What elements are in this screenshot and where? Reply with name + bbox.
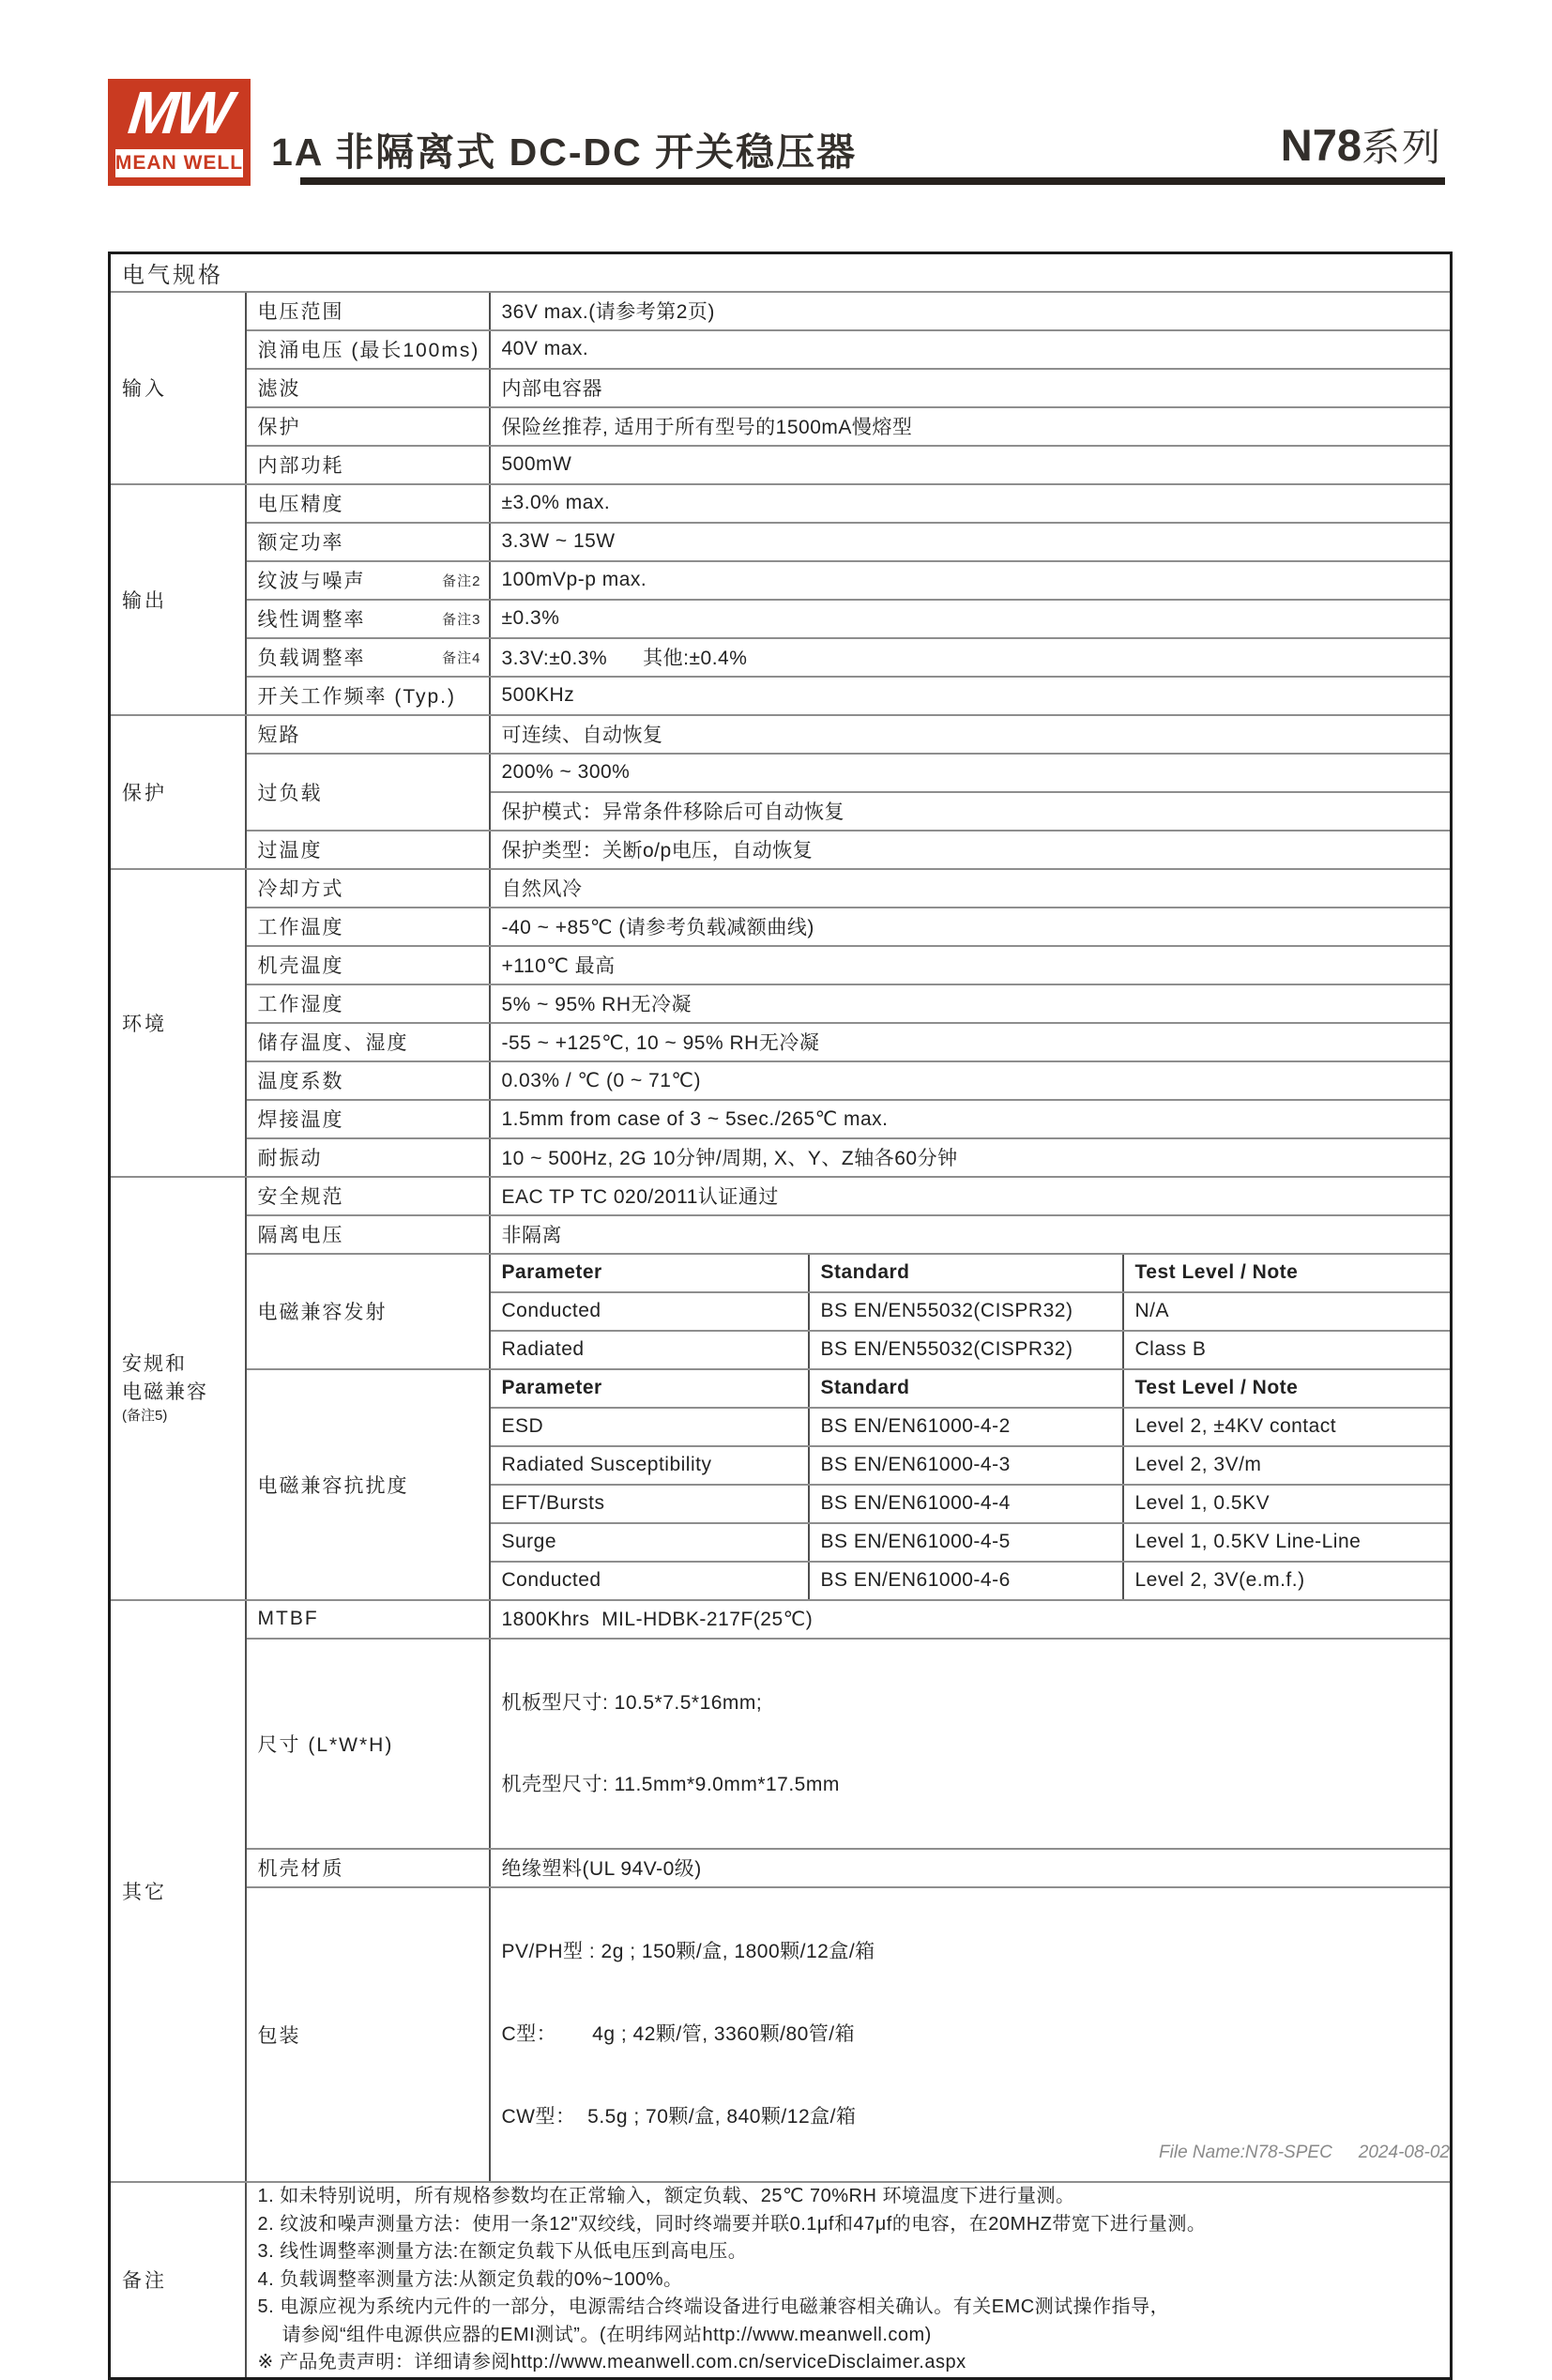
param-footnote: 备注2 bbox=[442, 573, 481, 589]
param-cell: 隔离电压 bbox=[246, 1215, 490, 1254]
value-cell bbox=[490, 1887, 1452, 2182]
emc-header-testlevel: Test Level / Note bbox=[1123, 1369, 1452, 1408]
safety-label-line2: 电磁兼容 bbox=[122, 1381, 208, 1403]
param-cell: 电压范围 bbox=[246, 292, 490, 330]
notes-cell bbox=[246, 2182, 1452, 2379]
emc-cell: Surge bbox=[490, 1523, 809, 1562]
logo-brand-band bbox=[115, 149, 243, 177]
param-label: 负载调整率 bbox=[257, 648, 366, 669]
param-cell: 过负载 bbox=[246, 754, 490, 831]
value-cell: -55 ~ +125℃, 10 ~ 95% RH无冷凝 bbox=[490, 1023, 1452, 1061]
page-title: 1A 非隔离式 DC-DC 开关稳压器 bbox=[271, 130, 858, 174]
emc-cell: BS EN/EN55032(CISPR32) bbox=[809, 1331, 1123, 1369]
value-cell bbox=[490, 1639, 1452, 1849]
param-cell: 储存温度、湿度 bbox=[246, 1023, 490, 1061]
logo-brand-text: MEAN WELL bbox=[114, 152, 244, 174]
emc-cell: N/A bbox=[1123, 1292, 1452, 1331]
param-cell-emission: 电磁兼容发射 bbox=[246, 1254, 490, 1369]
series-title bbox=[1281, 116, 1442, 172]
param-cell: 包装 bbox=[246, 1887, 490, 2182]
value-cell: 500mW bbox=[490, 446, 1452, 484]
value-cell: 0.03% / ℃ (0 ~ 71℃) bbox=[490, 1061, 1452, 1100]
param-label: 纹波与噪声 bbox=[257, 571, 366, 592]
param-cell-immunity: 电磁兼容抗扰度 bbox=[246, 1369, 490, 1600]
packing-line1: PV/PH型 : 2g ; 150颗/盒, 1800颗/12盒/箱 bbox=[501, 1940, 875, 1962]
page-footer bbox=[1159, 2143, 1450, 2163]
emc-cell: Level 2, 3V/m bbox=[1123, 1446, 1452, 1485]
section-label-environment: 环境 bbox=[110, 869, 246, 1177]
value-cell: EAC TP TC 020/2011认证通过 bbox=[490, 1177, 1452, 1215]
meanwell-logo bbox=[108, 79, 251, 186]
param-cell: 保护 bbox=[246, 407, 490, 446]
param-cell: 滤波 bbox=[246, 369, 490, 407]
param-cell bbox=[246, 638, 490, 677]
value-cell: 内部电容器 bbox=[490, 369, 1452, 407]
note-line: 1. 如未特别说明，所有规格参数均在正常输入，额定负载、25℃ 70%RH 环境温度下进行量测。 bbox=[257, 2186, 1075, 2206]
param-cell: 冷却方式 bbox=[246, 869, 490, 908]
param-cell: 浪涌电压 (最长100ms) bbox=[246, 330, 490, 369]
param-cell: 机壳温度 bbox=[246, 946, 490, 984]
param-cell bbox=[246, 600, 490, 638]
emc-header-parameter: Parameter bbox=[490, 1369, 809, 1408]
dimension-line1: 机板型尺寸: 10.5*7.5*16mm; bbox=[501, 1691, 763, 1714]
param-cell: 内部功耗 bbox=[246, 446, 490, 484]
logo-mw-monogram: MW bbox=[125, 79, 234, 146]
footer-date: 2024-08-02 bbox=[1358, 2143, 1450, 2162]
note-line-continuation: 请参阅“组件电源供应器的EMI测试”。(在明纬网站http://www.meanwell.com) bbox=[281, 2324, 932, 2345]
emc-cell: Level 1, 0.5KV bbox=[1123, 1485, 1452, 1523]
section-label-safety-emc bbox=[110, 1177, 246, 1600]
value-cell: 3.3V:±0.3% 其他:±0.4% bbox=[490, 638, 1452, 677]
param-cell: 短路 bbox=[246, 715, 490, 754]
safety-label-footnote: (备注5) bbox=[122, 1408, 168, 1424]
param-cell: 尺寸 (L*W*H) bbox=[246, 1639, 490, 1849]
param-cell: 温度系数 bbox=[246, 1061, 490, 1100]
param-cell: 开关工作频率 (Typ.) bbox=[246, 677, 490, 715]
value-cell: 40V max. bbox=[490, 330, 1452, 369]
param-cell: 工作湿度 bbox=[246, 984, 490, 1023]
param-footnote: 备注4 bbox=[442, 650, 481, 666]
electrical-spec-table bbox=[108, 252, 1453, 2380]
param-footnote: 备注3 bbox=[442, 612, 481, 628]
param-cell: 耐振动 bbox=[246, 1138, 490, 1177]
value-cell: 3.3W ~ 15W bbox=[490, 523, 1452, 561]
param-cell: MTBF bbox=[246, 1600, 490, 1639]
emc-cell: BS EN/EN61000-4-2 bbox=[809, 1408, 1123, 1446]
series-name: N78 bbox=[1280, 120, 1362, 170]
section-label-input: 输入 bbox=[110, 292, 246, 484]
param-cell: 安全规范 bbox=[246, 1177, 490, 1215]
param-cell: 额定功率 bbox=[246, 523, 490, 561]
value-cell: 5% ~ 95% RH无冷凝 bbox=[490, 984, 1452, 1023]
param-cell bbox=[246, 561, 490, 600]
value-cell: 绝缘塑料(UL 94V-0级) bbox=[490, 1849, 1452, 1887]
note-line: 4. 负载调整率测量方法:从额定负载的0%~100%。 bbox=[257, 2268, 683, 2290]
emc-cell: BS EN/EN61000-4-6 bbox=[809, 1562, 1123, 1600]
series-suffix: 系列 bbox=[1362, 126, 1442, 169]
param-cell: 电压精度 bbox=[246, 484, 490, 523]
value-cell: 保护模式：异常条件移除后可自动恢复 bbox=[490, 792, 1452, 831]
emc-header-standard: Standard bbox=[809, 1369, 1123, 1408]
section-label-notes: 备注 bbox=[110, 2182, 246, 2379]
value-cell: 36V max.(请参考第2页) bbox=[490, 292, 1452, 330]
note-line: 5. 电源应视为系统内元件的一部分，电源需结合终端设备进行电磁兼容相关确认。有关EMC测试操作指导， bbox=[257, 2296, 1170, 2317]
footer-filename: File Name:N78-SPEC bbox=[1159, 2143, 1332, 2162]
param-cell: 工作温度 bbox=[246, 908, 490, 946]
header-rule bbox=[300, 177, 1445, 185]
value-cell: 非隔离 bbox=[490, 1215, 1452, 1254]
value-cell: 100mVp-p max. bbox=[490, 561, 1452, 600]
emc-cell: Conducted bbox=[490, 1562, 809, 1600]
value-cell: 1800Khrs MIL-HDBK-217F(25℃) bbox=[490, 1600, 1452, 1639]
value-cell: 自然风冷 bbox=[490, 869, 1452, 908]
safety-label-line1: 安规和 bbox=[122, 1353, 187, 1375]
value-cell: 10 ~ 500Hz, 2G 10分钟/周期, X、Y、Z轴各60分钟 bbox=[490, 1138, 1452, 1177]
value-cell: 保险丝推荐, 适用于所有型号的1500mA慢熔型 bbox=[490, 407, 1452, 446]
emc-cell: EFT/Bursts bbox=[490, 1485, 809, 1523]
note-line: 2. 纹波和噪声测量方法：使用一条12"双绞线，同时终端要并联0.1μf和47μf的电容，在20MHZ带宽下进行量测。 bbox=[257, 2213, 1207, 2235]
emc-cell: Class B bbox=[1123, 1331, 1452, 1369]
value-cell: -40 ~ +85℃ (请参考负载减额曲线) bbox=[490, 908, 1452, 946]
table-title: 电气规格 bbox=[110, 253, 1452, 292]
emc-cell: BS EN/EN55032(CISPR32) bbox=[809, 1292, 1123, 1331]
emc-cell: Level 2, ±4KV contact bbox=[1123, 1408, 1452, 1446]
dimension-line2: 机壳型尺寸: 11.5mm*9.0mm*17.5mm bbox=[501, 1773, 840, 1795]
value-cell: 200% ~ 300% bbox=[490, 754, 1452, 792]
emc-cell: Conducted bbox=[490, 1292, 809, 1331]
emc-cell: Radiated bbox=[490, 1331, 809, 1369]
section-label-output: 输出 bbox=[110, 484, 246, 715]
emc-cell: BS EN/EN61000-4-4 bbox=[809, 1485, 1123, 1523]
note-line: 3. 线性调整率测量方法:在额定负载下从低电压到高电压。 bbox=[257, 2241, 748, 2262]
emc-cell: ESD bbox=[490, 1408, 809, 1446]
emc-cell: Radiated Susceptibility bbox=[490, 1446, 809, 1485]
value-cell: 可连续、自动恢复 bbox=[490, 715, 1452, 754]
note-line-disclaimer: ※ 产品免责声明：详细请参阅http://www.meanwell.com.cn/serviceDisclaimer.aspx bbox=[257, 2352, 966, 2372]
emc-cell: BS EN/EN61000-4-5 bbox=[809, 1523, 1123, 1562]
value-cell: +110℃ 最高 bbox=[490, 946, 1452, 984]
packing-line3: CW型： 5.5g ; 70颗/盒, 840颗/12盒/箱 bbox=[501, 2105, 857, 2128]
emc-cell: Level 1, 0.5KV Line-Line bbox=[1123, 1523, 1452, 1562]
section-label-protection: 保护 bbox=[110, 715, 246, 869]
value-cell: ±0.3% bbox=[490, 600, 1452, 638]
param-cell: 过温度 bbox=[246, 831, 490, 869]
emc-header-standard: Standard bbox=[809, 1254, 1123, 1292]
emc-header-parameter: Parameter bbox=[490, 1254, 809, 1292]
section-label-others: 其它 bbox=[110, 1600, 246, 2182]
value-cell: 保护类型：关断o/p电压，自动恢复 bbox=[490, 831, 1452, 869]
value-cell: ±3.0% max. bbox=[490, 484, 1452, 523]
param-label: 线性调整率 bbox=[257, 609, 366, 631]
emc-cell: Level 2, 3V(e.m.f.) bbox=[1123, 1562, 1452, 1600]
emc-header-testlevel: Test Level / Note bbox=[1123, 1254, 1452, 1292]
param-cell: 焊接温度 bbox=[246, 1100, 490, 1138]
param-cell: 机壳材质 bbox=[246, 1849, 490, 1887]
value-cell: 1.5mm from case of 3 ~ 5sec./265℃ max. bbox=[490, 1100, 1452, 1138]
value-cell: 500KHz bbox=[490, 677, 1452, 715]
emc-cell: BS EN/EN61000-4-3 bbox=[809, 1446, 1123, 1485]
packing-line2: C型： 4g ; 42颗/管, 3360颗/80管/箱 bbox=[501, 2022, 856, 2045]
